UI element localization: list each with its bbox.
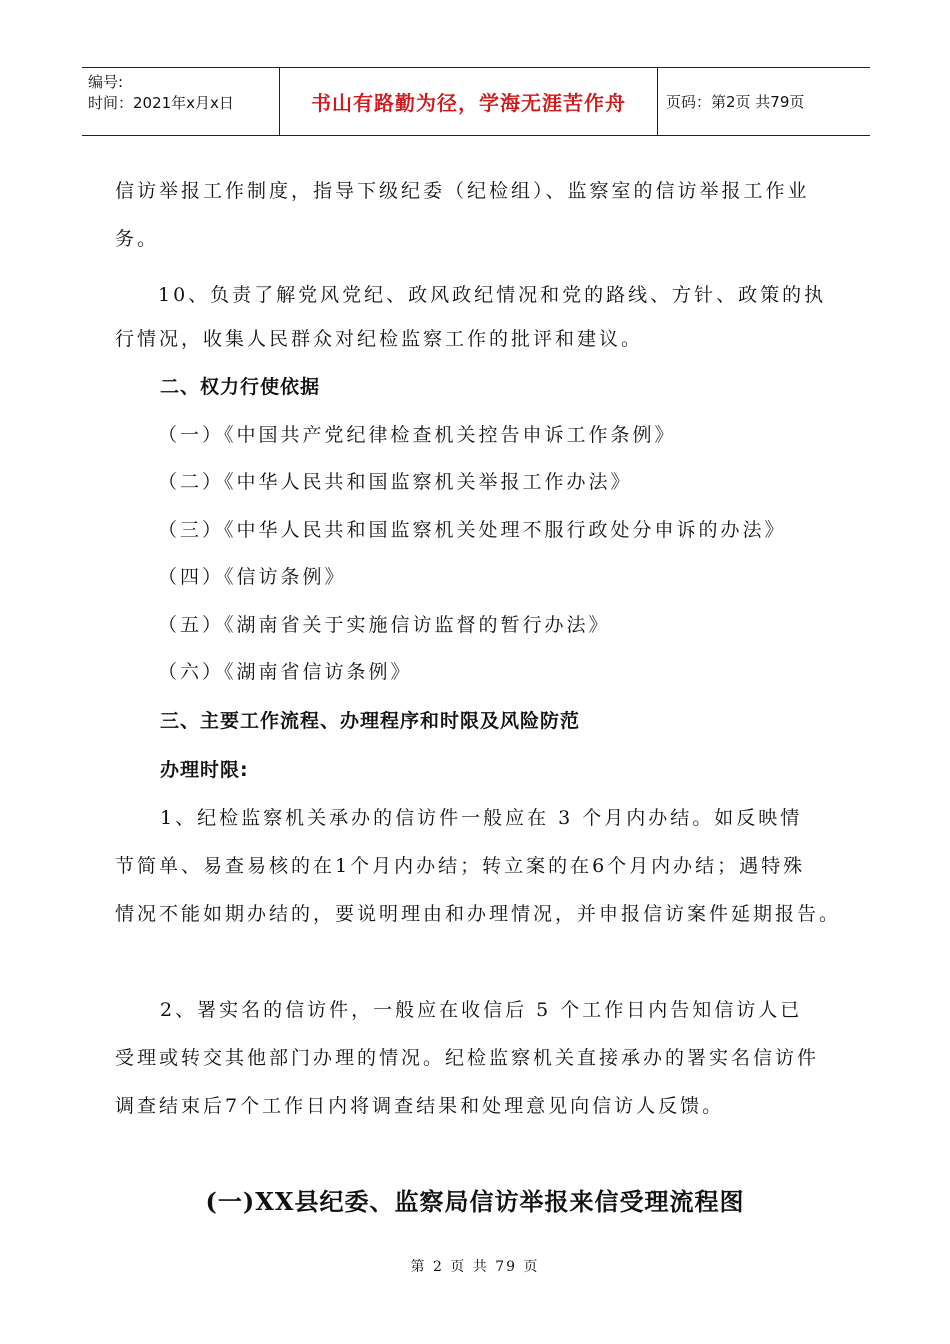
basis-item: （二）《中华人民共和国监察机关举报工作办法》 (158, 471, 633, 493)
body-line: 信访举报工作制度，指导下级纪委（纪检组）、监察室的信访举报工作业 (115, 180, 810, 202)
body-line: 节简单、易查易核的在1个月内办结；转立案的在6个月内办结；遇特殊 (115, 855, 806, 877)
body-line: 10、负责了解党风党纪、政风政纪情况和党的路线、方针、政策的执 (158, 284, 827, 306)
document-time-label: 时间：2021年x月x日 (88, 94, 234, 112)
section-heading: 二、权力行使依据 (160, 376, 321, 398)
document-number-label: 编号: (88, 73, 124, 91)
body-line: 2、署实名的信访件，一般应在收信后 5 个工作日内告知信访人已 (160, 999, 803, 1021)
section-heading: 三、主要工作流程、办理程序和时限及风险防范 (160, 710, 581, 732)
body-line: 调查结束后7个工作日内将调查结果和处理意见向信访人反馈。 (115, 1095, 725, 1117)
basis-item: （六）《湖南省信访条例》 (158, 661, 413, 683)
body-line: 1、纪检监察机关承办的信访件一般应在 3 个月内办结。如反映情 (160, 807, 803, 829)
page-footer: 第 2 页 共 79 页 (410, 1259, 540, 1275)
body-line: 情况不能如期办结的，要说明理由和办理情况，并申报信访案件延期报告。 (115, 903, 842, 925)
time-limit-label: 办理时限: (160, 759, 249, 781)
basis-item: （四）《信访条例》 (158, 566, 347, 588)
body-line: 行情况，收集人民群众对纪检监察工作的批评和建议。 (115, 328, 644, 350)
flow-chart-title: (一)XX县纪委、监察局信访举报来信受理流程图 (205, 1187, 745, 1216)
header-page-info: 页码：第2页 共79页 (666, 93, 805, 111)
body-line: 受理或转交其他部门办理的情况。纪检监察机关直接承办的署实名信访件 (115, 1047, 820, 1069)
basis-item: （五）《湖南省关于实施信访监督的暂行办法》 (158, 614, 611, 636)
document-header (82, 67, 870, 136)
basis-item: （一）《中国共产党纪律检查机关控告申诉工作条例》 (158, 424, 677, 446)
basis-item: （三）《中华人民共和国监察机关处理不服行政处分申诉的办法》 (158, 519, 787, 541)
body-line: 务。 (115, 228, 160, 250)
header-motto: 书山有路勤为径，学海无涯苦作舟 (280, 68, 658, 135)
header-meta (82, 68, 280, 135)
